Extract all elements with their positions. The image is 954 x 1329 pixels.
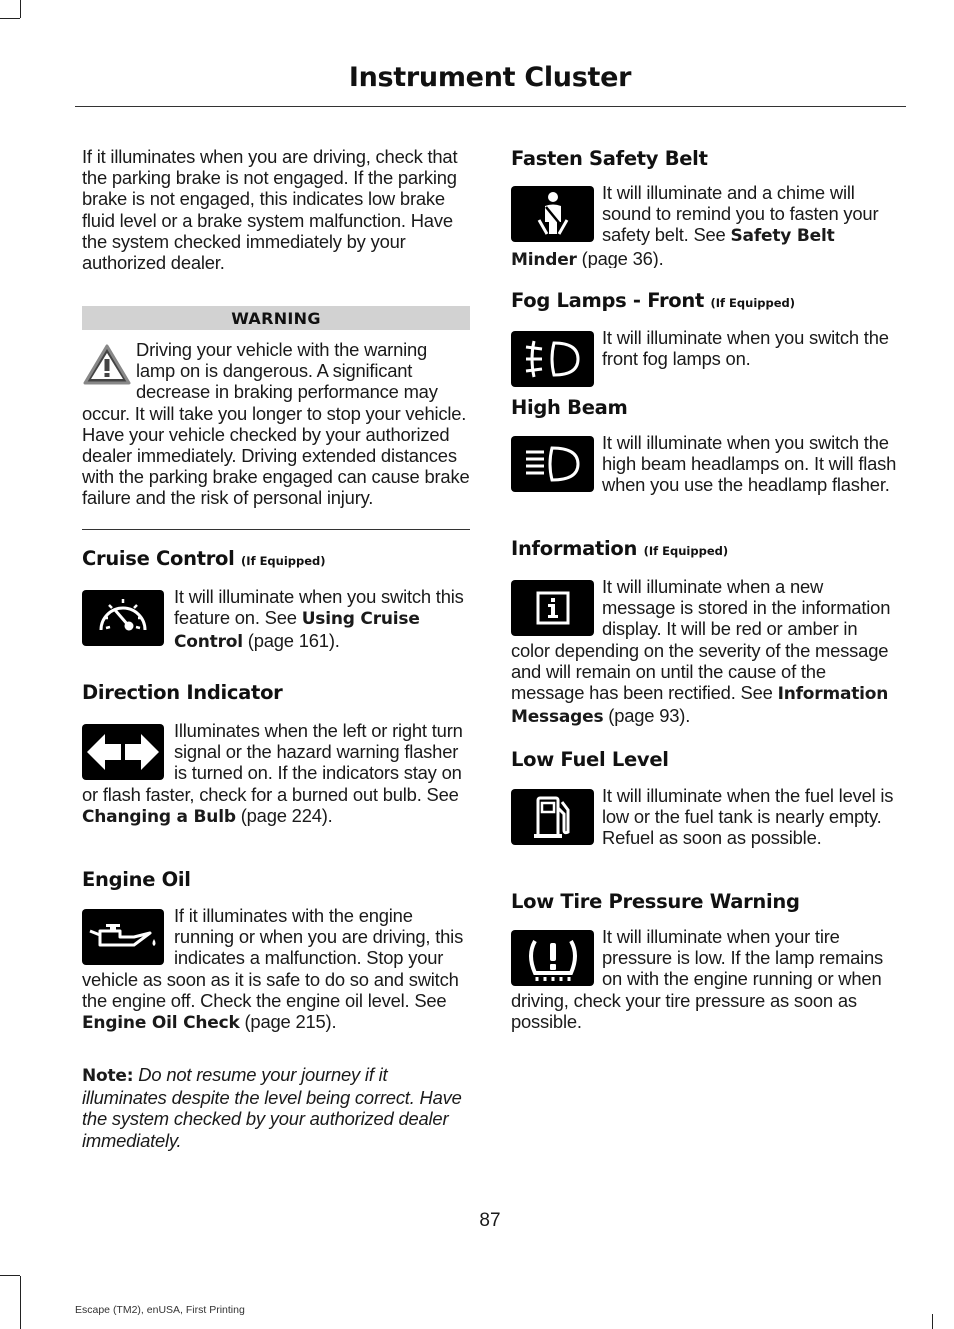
cross-reference-link[interactable]: Information Messages xyxy=(511,684,889,726)
intro-paragraph: If it illuminates when you are driving, check that the parking brake is not engaged. If the parking brake is not engaged, this indicates low brake fluid level or a brake system malfunction. Have the system checked immediately by your authorized dealer. xyxy=(82,146,458,274)
crop-mark xyxy=(0,18,20,19)
warning-triangle-icon xyxy=(82,343,132,387)
cross-reference-link[interactable]: Engine Oil Check xyxy=(82,1013,240,1034)
page-title: Instrument Cluster xyxy=(348,62,632,93)
section-fog-lamps: Fog Lamps - Front (If Equipped) It will illuminate when you switch the front fog lamps on. xyxy=(511,288,900,391)
information-icon xyxy=(511,580,594,636)
section-title: High Beam xyxy=(511,396,628,419)
footer-printing-info: Escape (TM2), enUSA, First Printing xyxy=(75,1304,245,1316)
right-column xyxy=(511,146,900,1034)
warning-text-block xyxy=(82,339,470,529)
note-label: Note: xyxy=(82,1066,134,1086)
section-direction-indicator: Direction Indicator Illuminates when the left or right turn signal or the hazard warning flasher is turned on. If the indicators stay on or flash faster, check for a burned out bulb. See Changing a Bulb (page 224). xyxy=(82,680,470,848)
section-title: Fog Lamps - Front (If Equipped) xyxy=(511,289,796,312)
warning-box xyxy=(82,306,470,530)
section-high-beam: High Beam It will illuminate when you switch the high beam headlamps on. It will flash when you use the headlamp flasher. xyxy=(511,395,900,518)
section-title: Cruise Control (If Equipped) xyxy=(82,547,326,570)
section-information: Information (If Equipped) It will illuminate when a new message is stored in the information display. It will be red or amber in color depending on the severity of the message and will remain on until the cause of the message has been rectified. See Information Messages (page 93). xyxy=(511,536,900,726)
cross-reference-link[interactable]: Changing a Bulb xyxy=(82,806,236,827)
left-column xyxy=(82,146,470,1151)
cross-reference-link[interactable]: Using Cruise Control xyxy=(174,609,420,653)
engine-oil-icon xyxy=(82,909,164,965)
crop-mark xyxy=(20,1276,21,1329)
crop-mark xyxy=(20,0,21,18)
low-fuel-icon xyxy=(511,789,594,845)
section-title: Fasten Safety Belt xyxy=(511,147,708,170)
section-low-fuel: Low Fuel Level It will illuminate when the fuel level is low or the fuel tank is nearly empty. Refuel as soon as possible. xyxy=(511,747,900,871)
section-title: Low Tire Pressure Warning xyxy=(511,890,800,913)
section-title: Information (If Equipped) xyxy=(511,537,729,560)
section-title: Low Fuel Level xyxy=(511,748,669,771)
cross-reference-link[interactable]: Safety Belt Minder xyxy=(511,226,835,268)
crop-mark xyxy=(932,1314,933,1329)
crop-mark xyxy=(0,1275,20,1276)
note-paragraph xyxy=(82,1064,470,1151)
section-fasten-safety-belt: Fasten Safety Belt It will illuminate and a chime will sound to remind you to fasten your safety belt. See Safety Belt Minder (page 36). xyxy=(511,146,900,268)
section-title: Engine Oil xyxy=(82,868,191,891)
warning-text: Driving your vehicle with the warning lamp on is dangerous. A significant decrease in braking performance may occur. It will take you longer to stop your vehicle. Have your vehicle checked by your authorized dealer immediately. Driving extended distances with the parking brake engaged can cause brake failure and the risk of personal injury. xyxy=(82,339,470,509)
high-beam-icon xyxy=(511,436,594,492)
section-title: Direction Indicator xyxy=(82,681,283,704)
section-cruise-control: Cruise Control (If Equipped) It will illuminate when you switch this feature on. See Using Cruise Control (page 161). xyxy=(82,546,470,666)
seat-belt-icon xyxy=(511,186,594,242)
direction-indicator-icon xyxy=(82,724,164,780)
front-fog-lamp-icon xyxy=(511,331,594,387)
title-divider xyxy=(75,106,906,107)
tire-pressure-icon xyxy=(511,930,594,986)
note-text: Do not resume your journey if it illuminates despite the level being correct. Have the system checked by your authorized dealer immediately. xyxy=(82,1064,462,1151)
warning-divider xyxy=(82,529,470,530)
warning-label: WARNING xyxy=(82,306,470,330)
cruise-control-icon xyxy=(82,590,164,646)
page-number: 87 xyxy=(479,1210,501,1231)
section-engine-oil: Engine Oil If it illuminates with the engine running or when you are driving, this indicates a malfunction. Stop your vehicle as soon as it is safe to do so and switch the engine off. Check the engine oil level. See Engine Oil Check (page 215). Note: Do not resume your journey if it illuminates despite the level being correct. Have the system checked by your authorized dealer immediately. xyxy=(82,867,470,1151)
section-low-tire-pressure: Low Tire Pressure Warning It will illuminate when your tire pressure is low. If the lamp remains on with the engine running or when driving, check your tire pressure as soon as possible. xyxy=(511,889,900,1034)
